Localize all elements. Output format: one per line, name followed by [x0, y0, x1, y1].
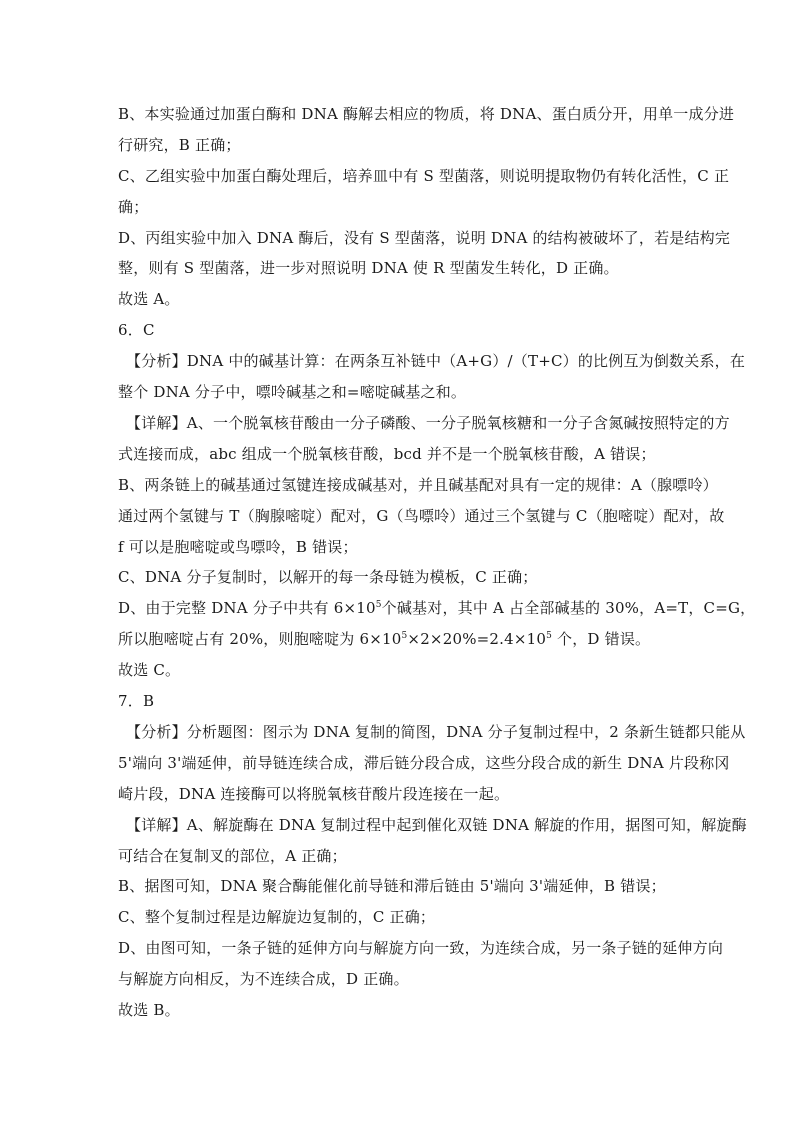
superscript: 5: [375, 600, 382, 610]
text-line: 行研究，B 正确；: [118, 136, 241, 154]
question-number: 6．C: [118, 321, 155, 339]
analysis-heading-line: 【分析】DNA 中的碱基计算：在两条互补链中（A+G）/（T+C）的比例互为倒数关系，在: [126, 352, 746, 370]
text-line: 5'端向 3'端延伸，前导链连续合成，滞后链分段合成，这些分段合成的新生 DNA 片段称冈: [118, 754, 730, 772]
text-line: 整个 DNA 分子中，嘌呤碱基之和=嘧啶碱基之和。: [118, 383, 467, 401]
text-line: B、本实验通过加蛋白酶和 DNA 酶解去相应的物质，将 DNA、蛋白质分开，用单一成分进: [118, 105, 735, 123]
analysis-heading-line: 【分析】分析题图：图示为 DNA 复制的简图，DNA 分子复制过程中，2 条新生链都只能从: [126, 723, 746, 741]
text-line: 崎片段，DNA 连接酶可以将脱氧核苷酸片段连接在一起。: [118, 785, 510, 803]
question-number: 7．B: [118, 692, 155, 710]
text-line: f 可以是胞嘧啶或鸟嘌呤，B 错误；: [118, 538, 358, 556]
text-line: [118, 629, 678, 649]
text-segment: 个碱基对，其中 A 占全部碱基的 30%，A=T，C=G，: [381, 599, 756, 617]
text-line: 确；: [118, 198, 149, 216]
text-segment: ×2×20%=2.4×10: [407, 630, 547, 648]
text-line: C、DNA 分子复制时，以解开的每一条母链为模板，C 正确；: [118, 568, 538, 586]
explanation-heading-line: 【详解】A、解旋酶在 DNA 复制过程中起到催化双链 DNA 解旋的作用，据图可知，解旋酶: [126, 816, 747, 834]
text-line: B、据图可知，DNA 聚合酶能催化前导链和滞后链由 5'端向 3'端延伸，B 错误；: [118, 877, 666, 895]
text-line: D、由图可知，一条子链的延伸方向与解旋方向一致，为连续合成，另一条子链的延伸方向: [118, 939, 724, 957]
text-segment: 个，D 错误。: [552, 630, 651, 648]
text-line: C、乙组实验中加蛋白酶处理后，培养皿中有 S 型菌落，则说明提取物仍有转化活性，C 正: [118, 167, 730, 185]
text-line: B、两条链上的碱基通过氢键连接成碱基对，并且碱基配对具有一定的规律：A（腺嘌呤）: [118, 476, 718, 494]
explanation-heading-line: 【详解】A、一个脱氧核苷酸由一分子磷酸、一分子脱氧核糖和一分子含氮碱按照特定的方: [126, 414, 730, 432]
text-line: [118, 598, 756, 618]
text-segment: 所以胞嘧啶占有 20%，则胞嘧啶为 6×10: [118, 630, 402, 648]
text-line: 整，则有 S 型菌落，进一步对照说明 DNA 使 R 型菌发生转化，D 正确。: [118, 259, 619, 277]
text-line: D、丙组实验中加入 DNA 酶后，没有 S 型菌落，说明 DNA 的结构被破坏了，若是结构完: [118, 229, 731, 247]
text-line: 故选 B。: [118, 1001, 180, 1019]
text-line: 可结合在复制叉的部位，A 正确；: [118, 847, 347, 865]
text-line: C、整个复制过程是边解旋边复制的，C 正确；: [118, 908, 436, 926]
text-line: 故选 A。: [118, 290, 180, 308]
text-line: 与解旋方向相反，为不连续合成，D 正确。: [118, 970, 409, 988]
text-line: 故选 C。: [118, 661, 181, 679]
superscript: 5: [401, 631, 408, 641]
text-segment: D、由于完整 DNA 分子中共有 6×10: [118, 599, 376, 617]
text-line: 通过两个氢键与 T（胸腺嘧啶）配对，G（鸟嘌呤）通过三个氢键与 C（胞嘧啶）配对，故: [118, 507, 725, 525]
text-line: 式连接而成，abc 组成一个脱氧核苷酸，bcd 并不是一个脱氧核苷酸，A 错误；: [118, 445, 656, 463]
superscript: 5: [546, 631, 553, 641]
